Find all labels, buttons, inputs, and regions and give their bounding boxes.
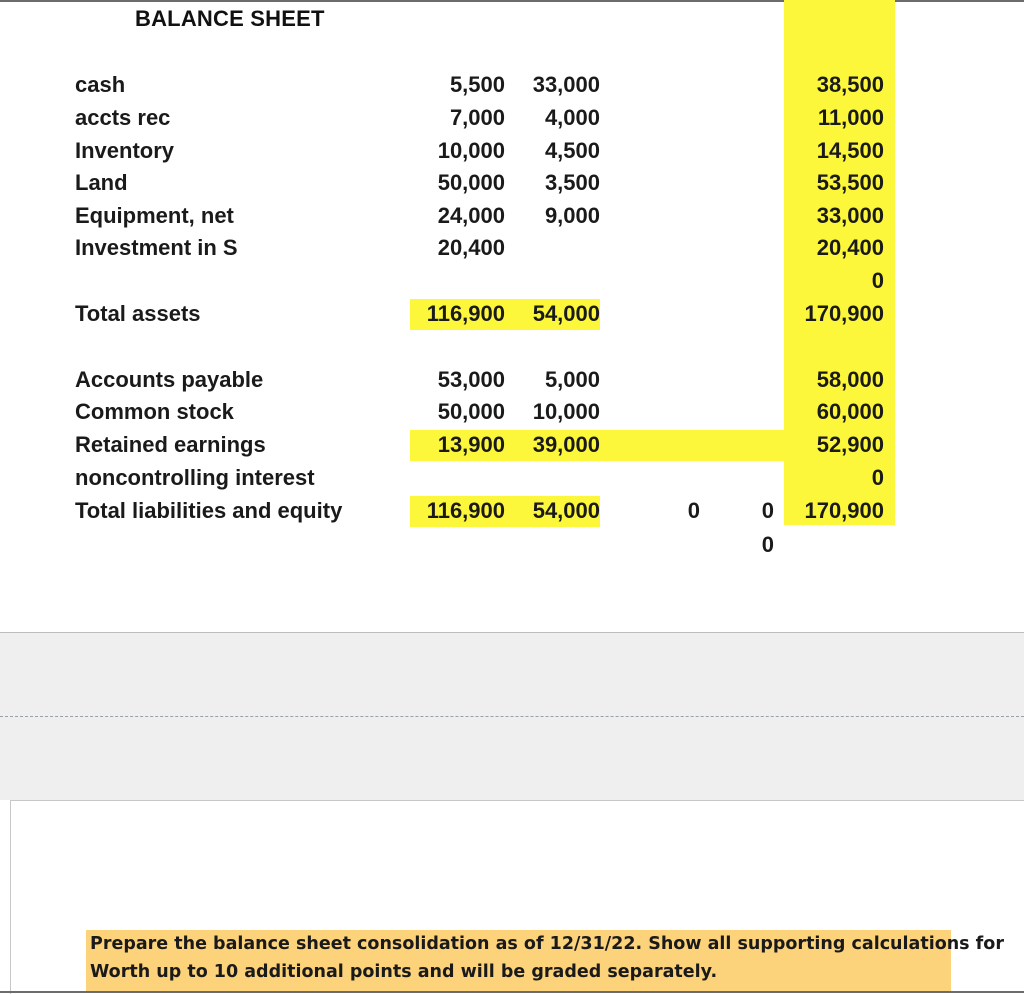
accounts-payable-sub: 5,000 xyxy=(544,367,600,392)
instructions-note xyxy=(86,930,1004,991)
accts-rec-parent: 7,000 xyxy=(449,105,505,130)
land-sub: 3,500 xyxy=(544,170,600,195)
investment-total: 20,400 xyxy=(816,235,884,260)
total-assets-parent: 116,900 xyxy=(426,301,505,326)
noncontrolling-total: 0 xyxy=(871,465,884,490)
common-stock-parent: 50,000 xyxy=(437,399,505,424)
row-label-accounts-payable: Accounts payable xyxy=(75,367,264,392)
inventory-parent: 10,000 xyxy=(437,138,505,163)
extra-zero: 0 xyxy=(761,532,774,557)
blank-asset-total: 0 xyxy=(871,268,884,293)
inventory-sub: 4,500 xyxy=(544,138,600,163)
equipment-sub: 9,000 xyxy=(544,203,600,228)
accts-rec-total: 11,000 xyxy=(817,105,884,130)
row-label-investment: Investment in S xyxy=(75,235,238,260)
retained-earnings-parent: 13,900 xyxy=(437,432,505,457)
dashed-separator xyxy=(0,716,1024,717)
row-label-noncontrolling: noncontrolling interest xyxy=(75,465,315,490)
row-label-inventory: Inventory xyxy=(75,138,175,163)
land-total: 53,500 xyxy=(816,170,884,195)
total-liab-sub: 54,000 xyxy=(532,498,600,523)
instructions-line-2: Worth up to 10 additional points and will be graded separately. xyxy=(90,962,718,982)
land-parent: 50,000 xyxy=(437,170,505,195)
balance-sheet-image xyxy=(0,2,1024,632)
row-label-total-assets: Total assets xyxy=(75,301,201,326)
cash-parent: 5,500 xyxy=(449,72,505,97)
row-label-accts-rec: accts rec xyxy=(75,105,171,130)
equipment-total: 33,000 xyxy=(816,203,884,228)
row-label-common-stock: Common stock xyxy=(75,399,234,424)
instructions-line-1: Prepare the balance sheet consolidation as of 12/31/22. Show all supporting calculations for xyxy=(90,934,1004,954)
total-liab-parent: 116,900 xyxy=(426,498,505,523)
accounts-payable-total: 58,000 xyxy=(816,367,884,392)
total-liab-debit: 0 xyxy=(687,498,700,523)
common-stock-sub: 10,000 xyxy=(532,399,600,424)
row-label-retained-earnings: Retained earnings xyxy=(75,432,266,457)
retained-earnings-total: 52,900 xyxy=(816,432,884,457)
row-label-total-liab-equity: Total liabilities and equity xyxy=(75,498,343,523)
cash-total: 38,500 xyxy=(816,72,884,97)
sheet-title: BALANCE SHEET xyxy=(135,6,325,31)
accts-rec-sub: 4,000 xyxy=(544,105,600,130)
row-label-land: Land xyxy=(75,170,128,195)
total-assets-total: 170,900 xyxy=(804,301,884,326)
total-liab-total: 170,900 xyxy=(804,498,884,523)
equipment-parent: 24,000 xyxy=(437,203,505,228)
row-label-cash: cash xyxy=(75,72,126,97)
inventory-total: 14,500 xyxy=(816,138,884,163)
retained-earnings-sub: 39,000 xyxy=(532,432,600,457)
common-stock-total: 60,000 xyxy=(816,399,884,424)
accounts-payable-parent: 53,000 xyxy=(437,367,505,392)
total-liab-credit: 0 xyxy=(761,498,774,523)
total-assets-sub: 54,000 xyxy=(532,301,600,326)
row-label-equipment: Equipment, net xyxy=(75,203,234,228)
cash-sub: 33,000 xyxy=(532,72,600,97)
investment-parent: 20,400 xyxy=(437,235,505,260)
